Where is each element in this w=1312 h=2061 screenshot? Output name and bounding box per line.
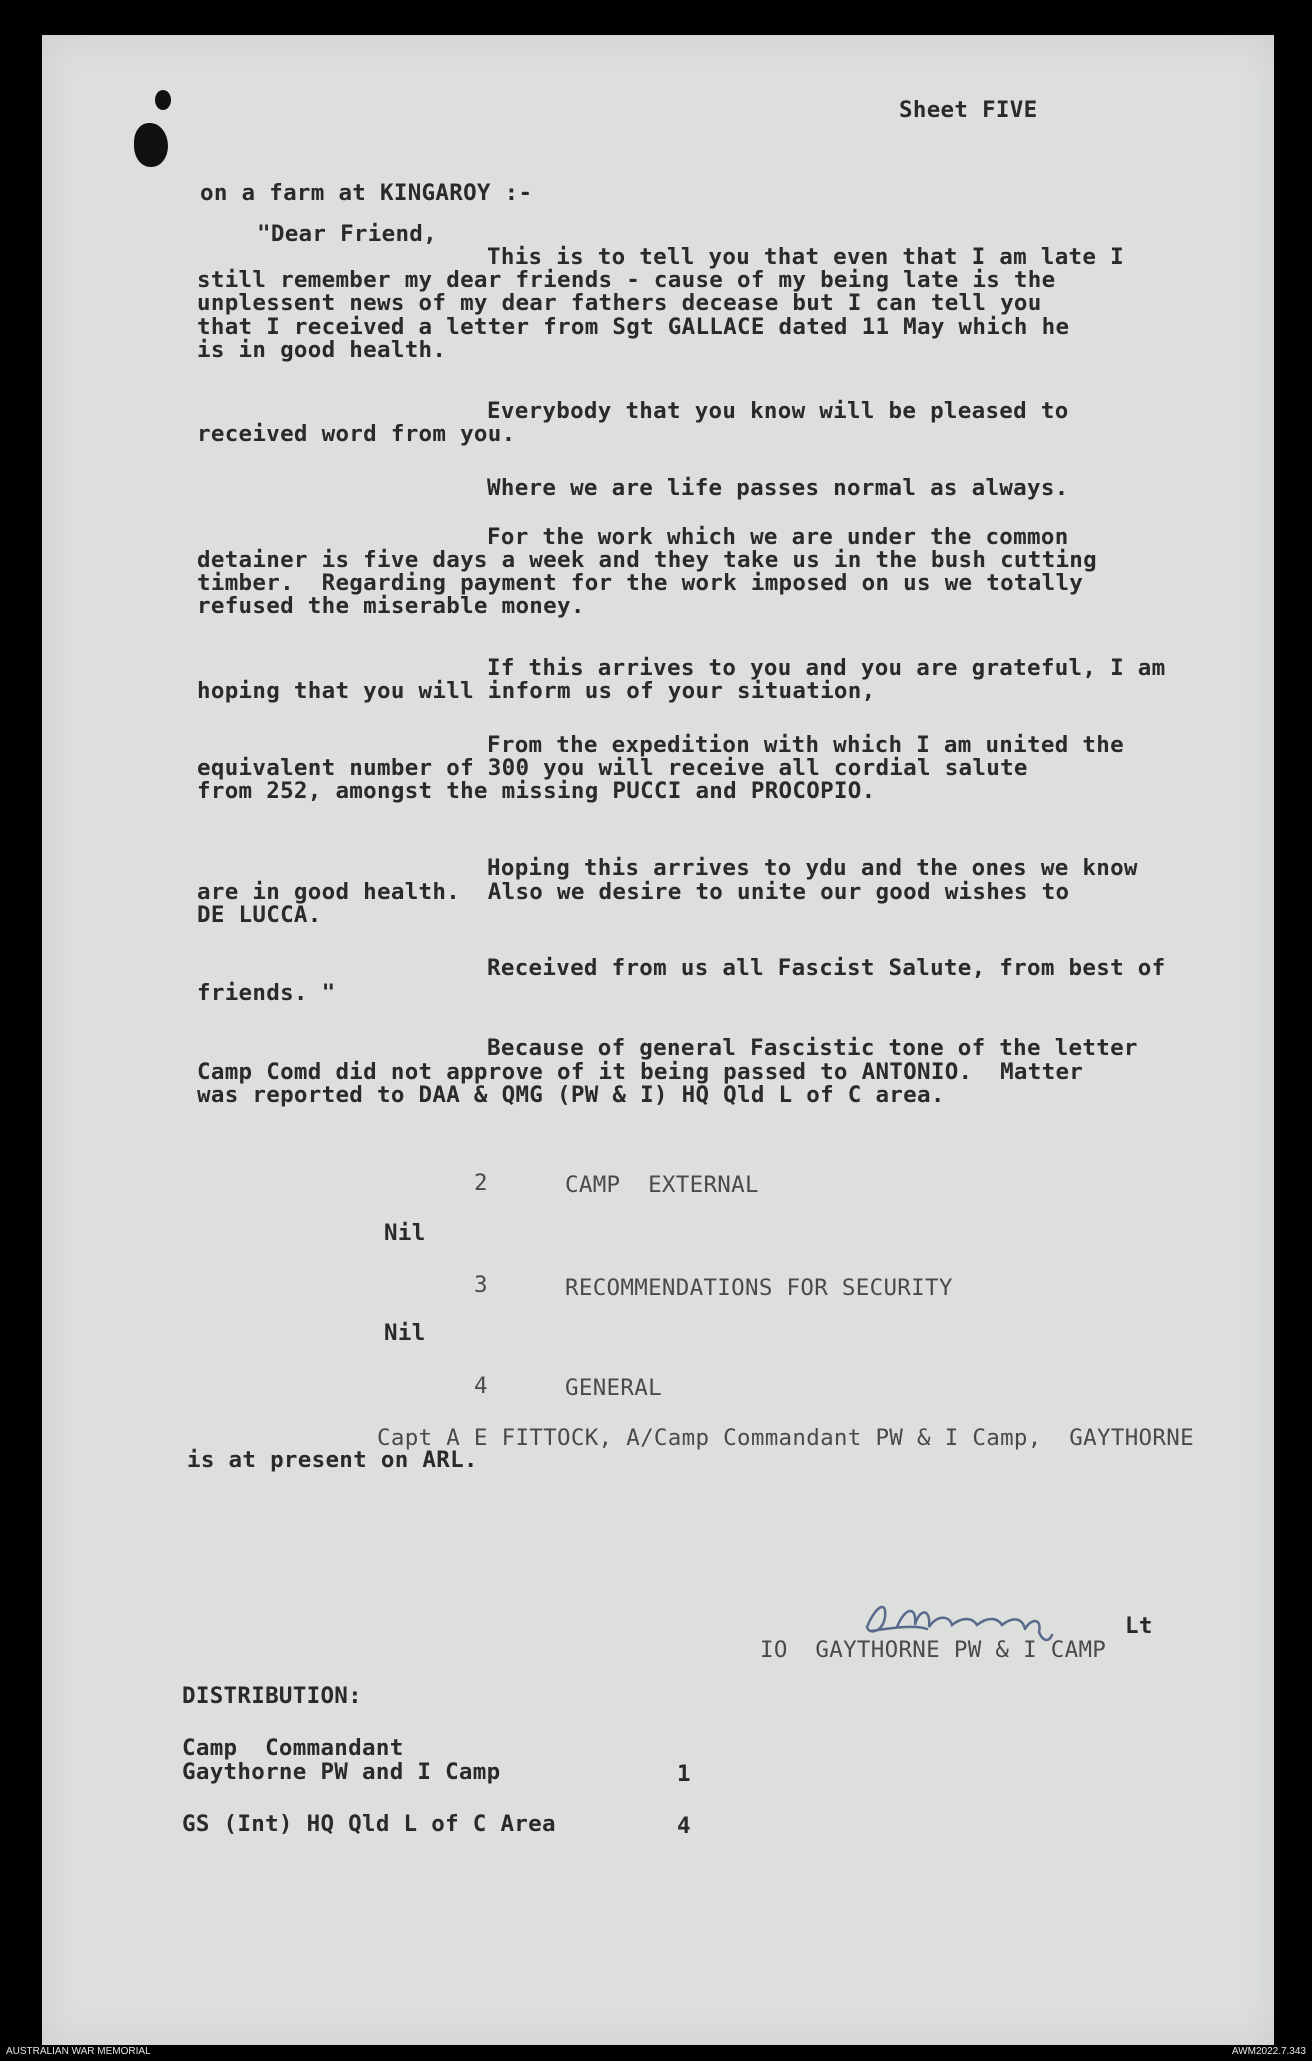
report-line: was reported to DAA & QMG (PW & I) HQ Qld L of C area.	[197, 1082, 945, 1108]
section-number: 2	[474, 1170, 488, 1196]
section-number: 3	[474, 1272, 488, 1298]
letter-line: still remember my dear friends - cause of my being late is the	[197, 267, 1056, 293]
section-title: GENERAL	[565, 1375, 662, 1401]
report-line: Camp Comd did not approve of it being passed to ANTONIO. Matter	[197, 1059, 1084, 1085]
letter-line: hoping that you will inform us of your situation,	[197, 678, 876, 704]
letter-line: unplessent news of my dear fathers decease but I can tell you	[197, 290, 1042, 316]
signature-title: IO GAYTHORNE PW & I CAMP	[760, 1637, 1107, 1663]
letter-line: DE LUCCA.	[197, 902, 322, 928]
letter-line: Everybody that you know will be pleased to	[487, 398, 1069, 424]
letter-line: Hoping this arrives to ydu and the ones we know	[487, 855, 1138, 881]
letter-line: From the expedition with which I am united the	[487, 732, 1124, 758]
letter-line: This is to tell you that even that I am late I	[487, 244, 1124, 270]
distribution-count: 4	[677, 1813, 691, 1839]
intro-line: on a farm at KINGAROY :-	[200, 180, 533, 206]
section-body: Nil	[384, 1220, 426, 1246]
letter-greeting: "Dear Friend,	[257, 221, 437, 247]
report-line: Because of general Fascistic tone of the letter	[487, 1035, 1138, 1061]
section-body: is at present on ARL.	[187, 1447, 478, 1473]
distribution-count: 1	[677, 1761, 691, 1787]
section-body: Capt A E FITTOCK, A/Camp Commandant PW & I Camp, GAYTHORNE	[377, 1425, 1194, 1451]
section-title: RECOMMENDATIONS FOR SECURITY	[565, 1275, 953, 1301]
distribution-heading: DISTRIBUTION:	[182, 1683, 362, 1709]
footer-reference: AWM2022.7.343	[1231, 2046, 1306, 2057]
letter-line: If this arrives to you and you are grateful, I am	[487, 655, 1166, 681]
letter-line: from 252, amongst the missing PUCCI and PROCOPIO.	[197, 778, 876, 804]
signature-rank: Lt	[1125, 1613, 1153, 1639]
distribution-recipient: GS (Int) HQ Qld L of C Area	[182, 1811, 556, 1837]
document-page	[42, 35, 1274, 2045]
letter-line: timber. Regarding payment for the work imposed on us we totally	[197, 570, 1084, 596]
section-number: 4	[474, 1373, 488, 1399]
distribution-recipient: Camp Commandant	[182, 1735, 404, 1761]
sheet-number: Sheet FIVE	[899, 97, 1038, 123]
section-title: CAMP EXTERNAL	[565, 1172, 759, 1198]
letter-line: Received from us all Fascist Salute, from best of	[487, 955, 1166, 981]
letter-line: Where we are life passes normal as always.	[487, 475, 1069, 501]
section-body: Nil	[384, 1320, 426, 1346]
distribution-recipient: Gaythorne PW and I Camp	[182, 1759, 501, 1785]
letter-line: equivalent number of 300 you will receive all cordial salute	[197, 755, 1028, 781]
letter-line: are in good health. Also we desire to unite our good wishes to	[197, 879, 1070, 905]
letter-line: refused the miserable money.	[197, 593, 585, 619]
letter-line: that I received a letter from Sgt GALLACE dated 11 May which he	[197, 314, 1070, 340]
letter-line: received word from you.	[197, 421, 516, 447]
letter-line: detainer is five days a week and they take us in the bush cutting	[197, 547, 1097, 573]
punch-hole-top	[155, 90, 171, 110]
letter-line: friends. "	[197, 980, 336, 1006]
punch-hole-bottom	[134, 123, 168, 167]
letter-line: is in good health.	[197, 337, 447, 363]
footer-credit: AUSTRALIAN WAR MEMORIAL	[6, 2046, 151, 2057]
letter-line: For the work which we are under the common	[487, 524, 1069, 550]
